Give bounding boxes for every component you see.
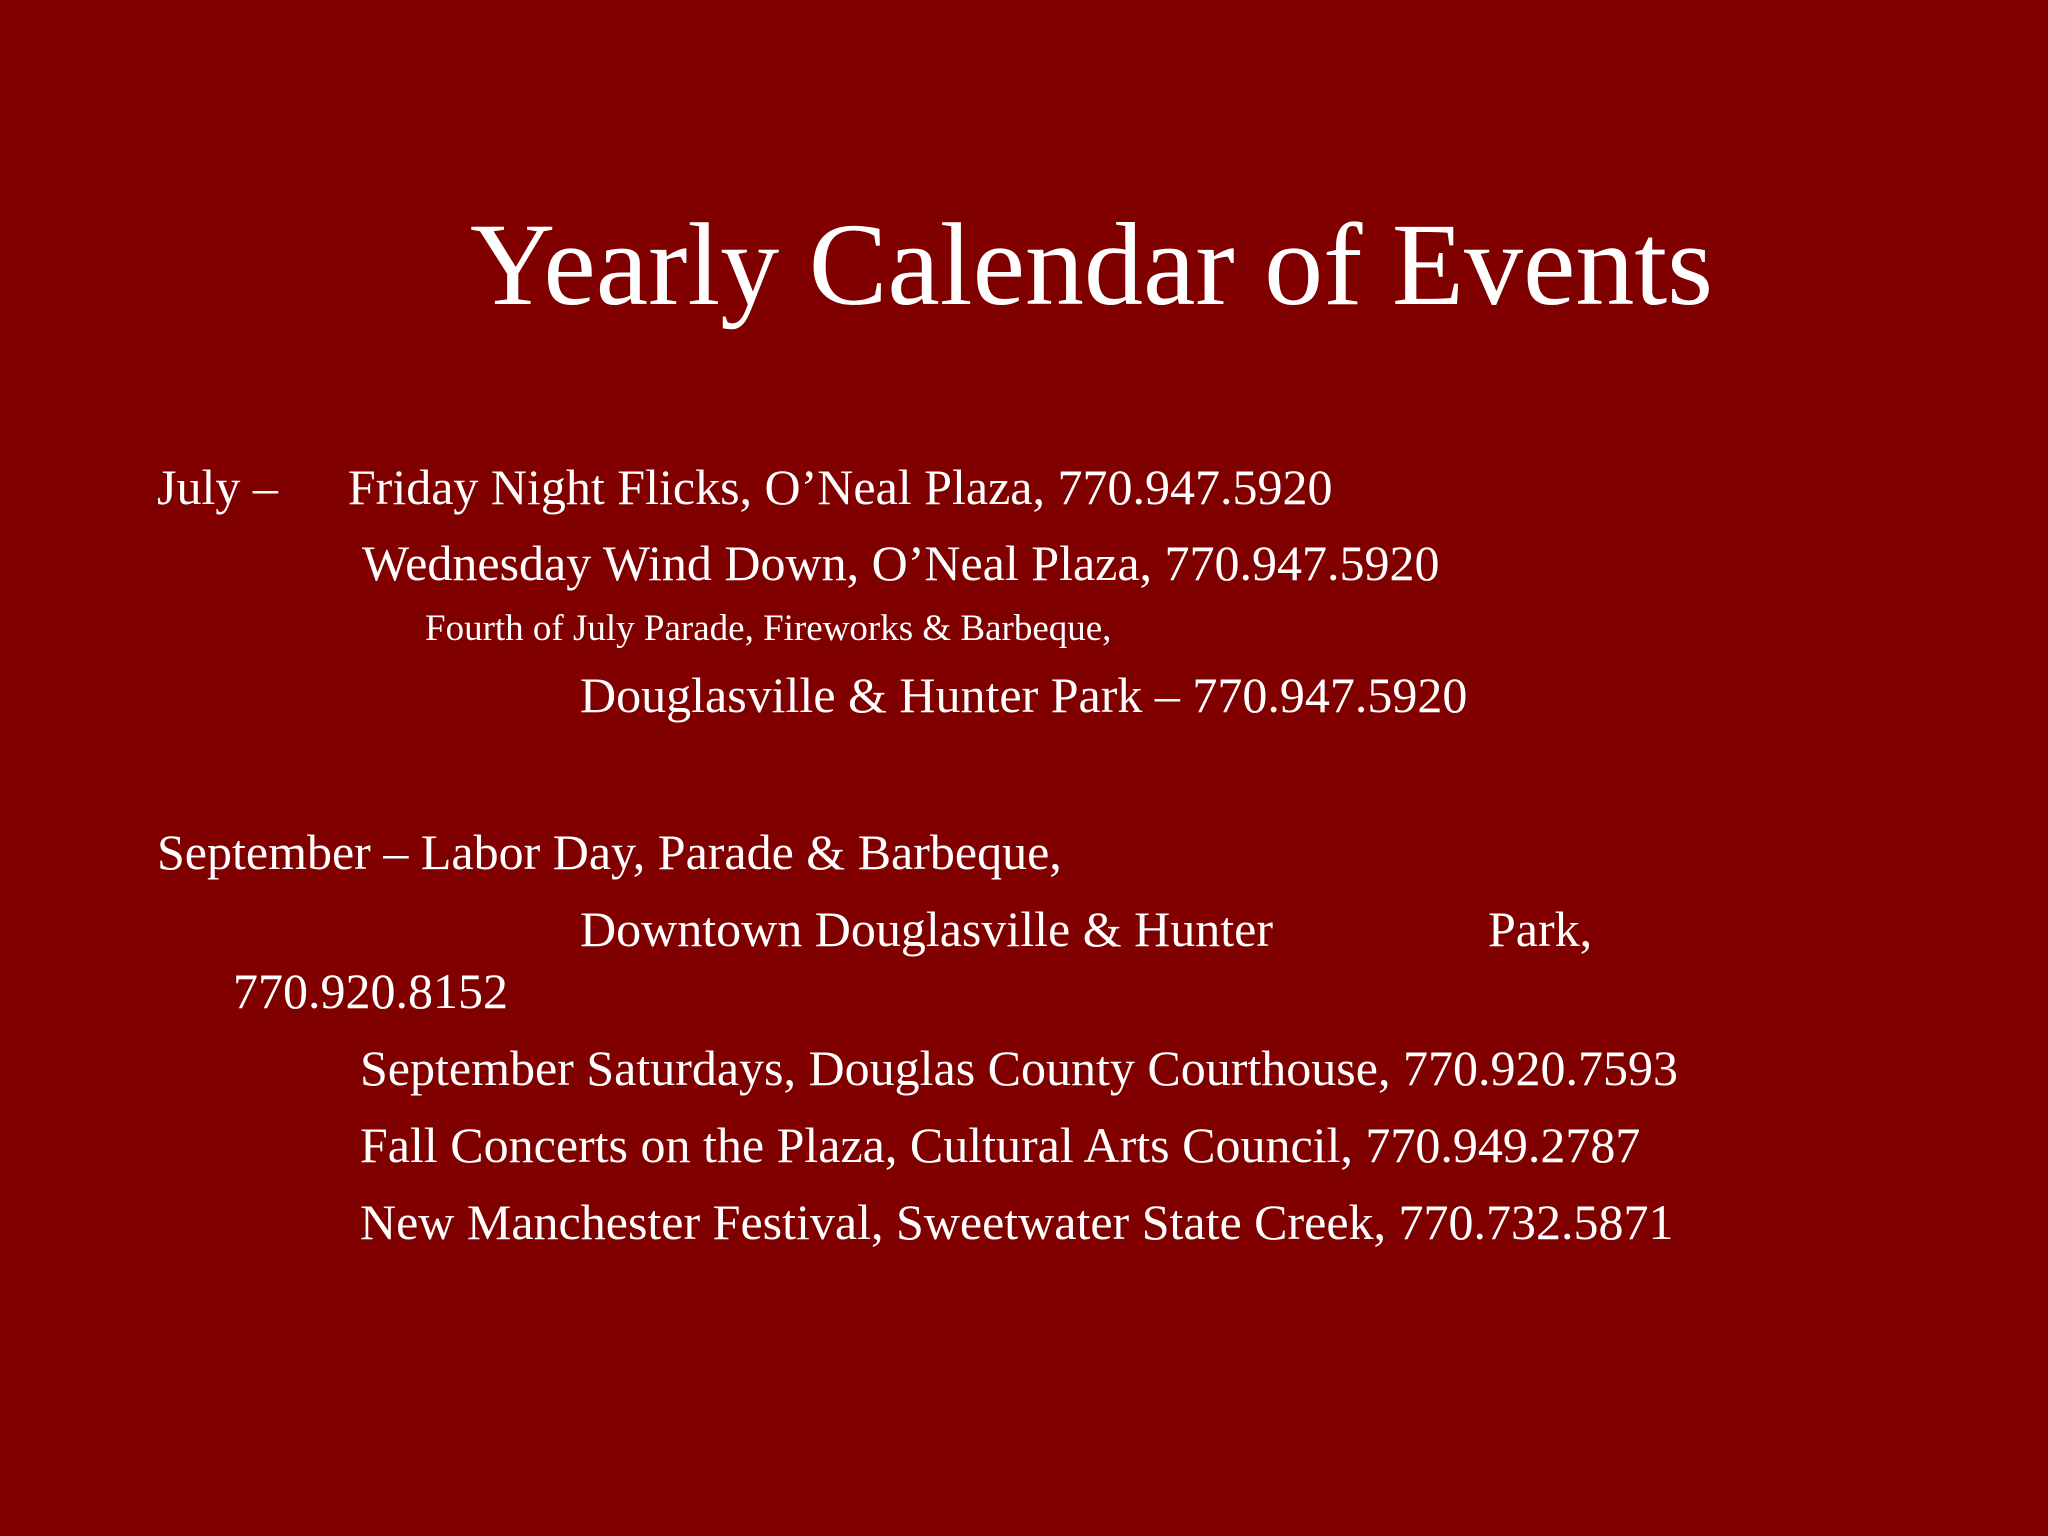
september-event-1-phone: 770.920.8152 <box>233 963 508 1019</box>
september-event-3: Fall Concerts on the Plaza, Cultural Arts Council, 770.949.2787 <box>360 1117 1641 1173</box>
september-label: September – <box>157 824 409 880</box>
slide-title: Yearly Calendar of Events <box>470 199 1714 330</box>
september-event-4: New Manchester Festival, Sweetwater State Creek, 770.732.5871 <box>360 1194 1674 1250</box>
september-event-2: September Saturdays, Douglas County Courthouse, 770.920.7593 <box>360 1040 1678 1096</box>
july-event-3-continuation: Douglasville & Hunter Park – 770.947.5920 <box>580 667 1468 723</box>
july-event-3: Fourth of July Parade, Fireworks & Barbeque, <box>425 608 1112 649</box>
september-row-1 <box>157 824 1062 880</box>
july-row-1 <box>157 459 1333 515</box>
september-event-1: Labor Day, Parade & Barbeque, <box>420 824 1062 880</box>
september-location-part-2: Park, <box>1487 901 1593 957</box>
july-label: July – <box>157 459 278 515</box>
july-event-1: Friday Night Flicks, O’Neal Plaza, 770.947.5920 <box>347 459 1333 515</box>
september-location-part-1: Downtown Douglasville & Hunter <box>580 901 1273 957</box>
september-event-1-location <box>580 901 1593 957</box>
july-event-2: Wednesday Wind Down, O’Neal Plaza, 770.947.5920 <box>362 535 1440 591</box>
